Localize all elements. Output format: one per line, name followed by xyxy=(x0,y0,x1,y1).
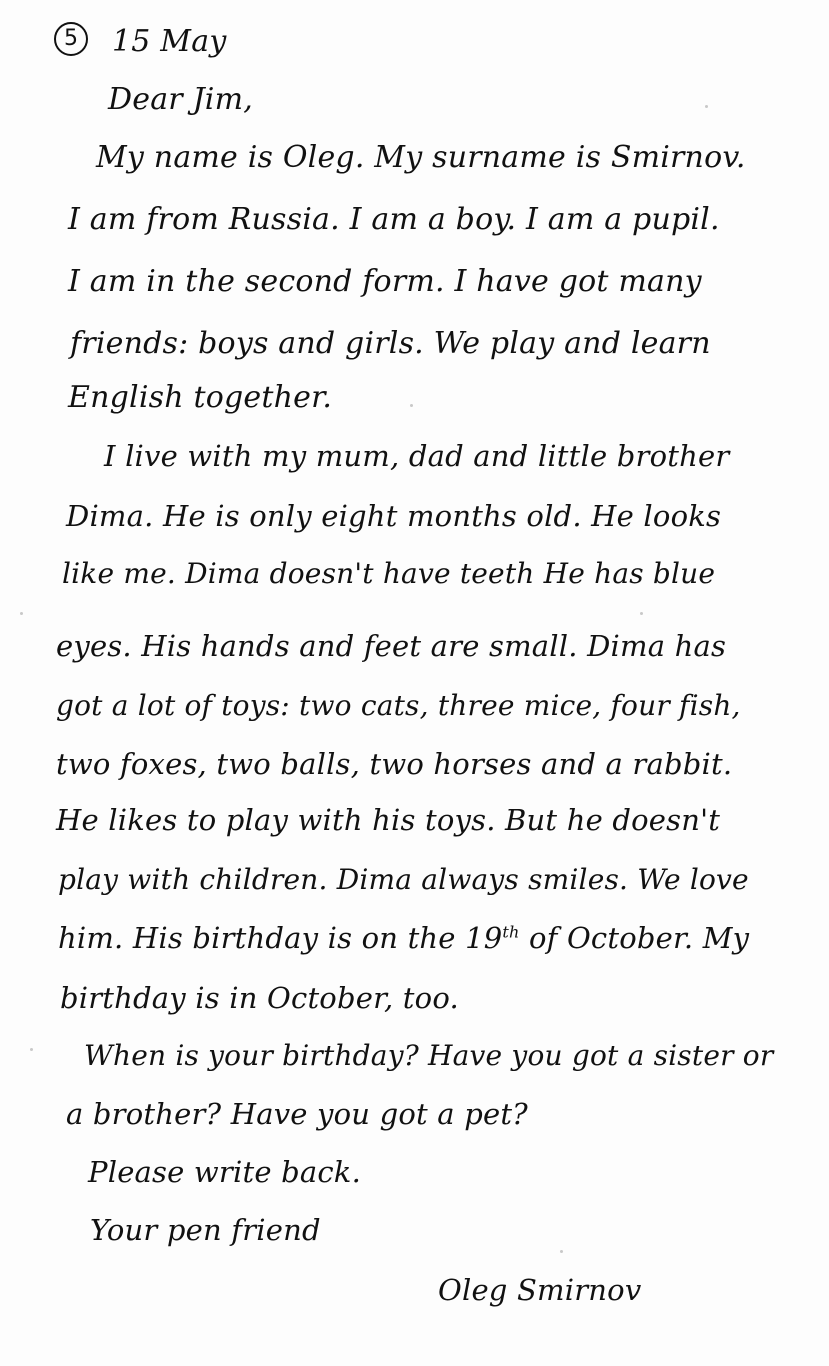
page-number: 5 xyxy=(64,26,78,51)
letter-line: I am from Russia. I am a boy. I am a pupil. xyxy=(68,202,720,237)
letter-line: My name is Oleg. My surname is Smirnov. xyxy=(96,140,746,175)
letter-line: like me. Dima doesn't have teeth He has blue xyxy=(62,557,716,590)
letter-line: I am in the second form. I have got many xyxy=(68,264,702,299)
letter-line: Please write back. xyxy=(88,1155,361,1189)
paper-speck xyxy=(640,612,643,615)
letter-line: got a lot of toys: two cats, three mice, four fish, xyxy=(56,689,741,722)
letter-line: a brother? Have you got a pet? xyxy=(66,1097,528,1131)
letter-line: eyes. His hands and feet are small. Dima has xyxy=(56,629,727,663)
letter-line-text: of October. My xyxy=(519,921,750,955)
letter-line: birthday is in October, too. xyxy=(60,981,459,1015)
letter-line: English together. xyxy=(68,380,333,415)
ordinal-suffix: th xyxy=(502,922,520,942)
letter-line: two foxes, two balls, two horses and a rabbit. xyxy=(56,747,733,781)
letter-greeting: Dear Jim, xyxy=(108,82,253,117)
paper-speck xyxy=(705,105,708,108)
letter-line: I live with my mum, dad and little brother xyxy=(104,439,730,473)
paper-speck xyxy=(560,1250,563,1253)
signature: Oleg Smirnov xyxy=(438,1273,642,1307)
letter-line: Dima. He is only eight months old. He looks xyxy=(66,499,722,533)
letter-line: When is your birthday? Have you got a sister or xyxy=(84,1039,774,1072)
paper-speck xyxy=(20,612,23,615)
paper-speck xyxy=(410,404,413,407)
letter-line-birthday xyxy=(58,918,749,958)
letter-line: He likes to play with his toys. But he doesn't xyxy=(56,803,721,837)
letter-date: 15 May xyxy=(112,24,227,59)
letter-line: Your pen friend xyxy=(90,1213,321,1247)
paper-speck xyxy=(30,1048,33,1051)
letter-line: friends: boys and girls. We play and learn xyxy=(70,326,711,361)
page-number-circle xyxy=(54,22,88,56)
letter-line-text: him. His birthday is on the 19 xyxy=(58,921,503,955)
letter-line: play with children. Dima always smiles. We love xyxy=(58,863,749,896)
